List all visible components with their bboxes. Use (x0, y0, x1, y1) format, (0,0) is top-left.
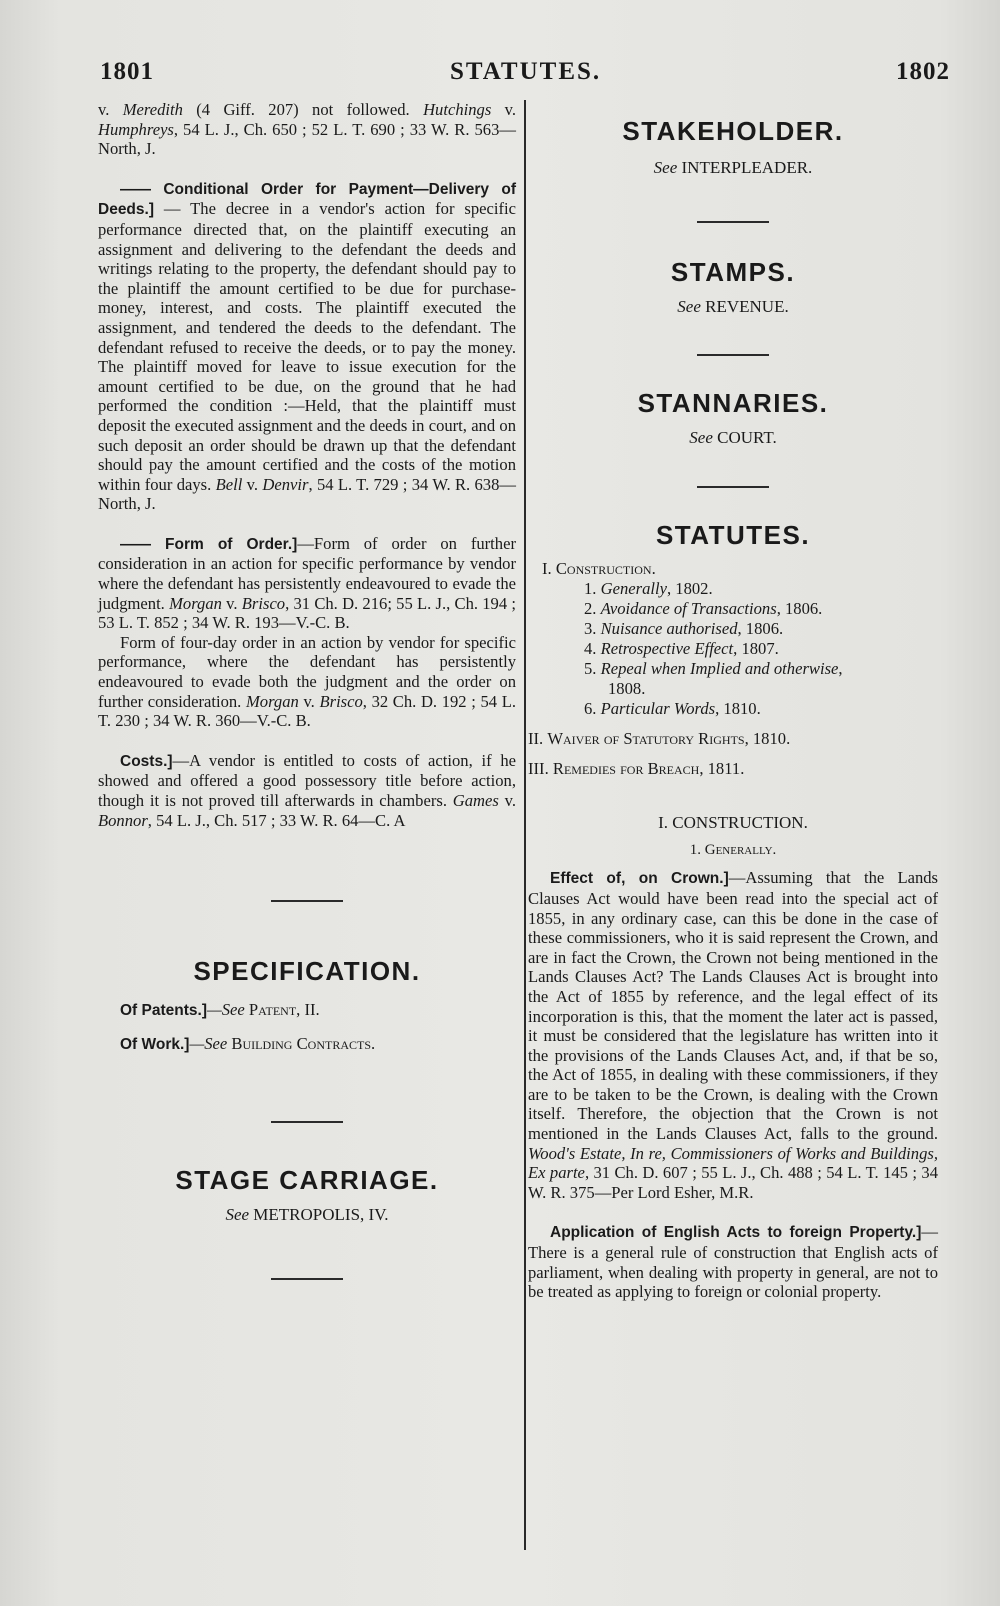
entry-form-of-order: —— Form of Order.]—Form of order on further consideration in an action for specific performance by vendor where the defendant has persistently endeavoured to evade the judgment. Morgan v. Brisco, 31 Ch. D. 216; 55 L. J., Ch. 194 ; 53 L. T. 852 ; 34 W. R. 193—V.-C. B. (98, 533, 516, 633)
heading-stage-carriage: STAGE CARRIAGE. (175, 1164, 439, 1195)
heading-statutes: STATUTES. (655, 519, 811, 550)
stannaries-see: See COURT. (689, 427, 777, 447)
statutes-contents (528, 559, 938, 779)
section-heading-construction: I. CONSTRUCTION. (658, 813, 808, 833)
entry-four-day-order: Form of four-day order in an action by vendor for specific performance, where the defendant has persistently endeavoured to evade both the judgment and the order on further consideration. Morgan v. Brisco, 32 Ch. D. 192 ; 54 L. T. 230 ; 34 W. R. 360—V.-C. B. (98, 632, 516, 731)
heading-specification: SPECIFICATION. (193, 956, 421, 987)
toc-entry: 1. Generally, 1802. (584, 579, 713, 599)
toc-entry: 5. Repeal when Implied and otherwise, (584, 659, 843, 679)
page-number-left: 1801 (100, 58, 154, 85)
right-column (528, 100, 938, 1302)
running-title: STATUTES. (450, 58, 602, 85)
column-divider (524, 100, 526, 1550)
toc-entry: 3. Nuisance authorised, 1806. (584, 619, 784, 639)
page-number-right: 1802 (896, 58, 950, 85)
toc-entry: II. Waiver of Statutory Rights, 1810. (528, 729, 791, 749)
stakeholder-see: See INTERPLEADER. (653, 157, 813, 177)
toc-entry: 2. Avoidance of Transactions, 1806. (584, 599, 823, 619)
toc-entry: I. Construction. (542, 559, 656, 579)
continued-citation: v. Meredith (4 Giff. 207) not followed. Hutchings v. Humphreys, 54 L. J., Ch. 650 ; 52 L. T. 690 ; 33 W. R. 563—North, J. (98, 100, 516, 159)
heading-stannaries: STANNARIES. (637, 388, 829, 419)
stamps-see: See REVENUE. (677, 296, 789, 316)
left-column (98, 100, 516, 1280)
toc-entry: III. Remedies for Breach, 1811. (528, 759, 745, 779)
entry-costs: Costs.]—A vendor is entitled to costs of action, if he showed and offered a good possessory title before action, though it is not proved till afterwards in chambers. Games v. Bonnor, 54 L. J., Ch. 517 ; 33 W. R. 64—C. A (98, 750, 516, 830)
heading-stamps: STAMPS. (670, 257, 796, 288)
entry-conditional-order: —— Conditional Order for Payment—Delivery of Deeds.] — The decree in a vendor's action for specific performance directed that, on the plaintiff executing an assignment and delivering to the defendant the deeds and writings relating to the property, the defendant should pay to the plaintiff the amount certified to be due for purchase-money, interest, and costs. The plaintiff executed the assignment, and tendered the deeds to the defendant. The defendant refused to receive the deeds, or to pay the money. The plaintiff moved for leave to issue execution for the amount certified to be due, on the ground that he had performed the condition :—Held, that the plaintiff must deposit the executed assignment and the deeds in court, and on such deposit an order should be drawn up that the defendant should pay the amount certified and the costs of the motion within four days. Bell v. Denvir, 54 L. T. 729 ; 34 W. R. 638—North, J. (98, 180, 516, 514)
running-header (0, 58, 1000, 92)
specification-work: Of Work.]—See Building Contracts. (120, 1034, 376, 1054)
subsection-heading-generally: 1. Generally. (689, 841, 777, 858)
entry-effect-on-crown: Effect of, on Crown.]—Assuming that the Lands Clauses Act would have been read into the special act of 1855, in any ordinary case, can this be done in the case of these commissioners, who it is said represent the Crown, and are in fact the Crown, the Crown not being mentioned in the Lands Clauses Act? The Lands Clauses Act is brought into the Act of 1855 by reference, and the legal effect of its incorporation is this, that the moment the later act is passed, it must be considered that the legislature has written into it the provisions of the Lands Clauses Act, and, if that be so, the Act of 1855, in dealing with these commissioners, if they are to be taken to be the Crown, is dealing with the Crown itself. Therefore, the objection that the Crown is not mentioned in the Lands Clauses Act, falls to the ground. Wood's Estate, In re, Commissioners of Works and Buildings, Ex parte, 31 Ch. D. 607 ; 55 L. J., Ch. 488 ; 54 L. T. 145 ; 34 W. R. 375—Per Lord Esher, M.R. (528, 868, 938, 1202)
entry-foreign-property: Application of English Acts to foreign Property.]—There is a general rule of construction that English acts of parliament, when dealing with property in general, are not to be treated as applying to foreign or colonial property. (528, 1222, 938, 1302)
toc-entry-continued: 1808. (608, 679, 646, 699)
section-rule (271, 1278, 343, 1280)
toc-entry: 4. Retrospective Effect, 1807. (584, 639, 779, 659)
toc-entry: 6. Particular Words, 1810. (584, 699, 761, 719)
stage-carriage-see: See METROPOLIS, IV. (225, 1204, 389, 1224)
specification-patents: Of Patents.]—See Patent, II. (120, 999, 320, 1019)
heading-stakeholder: STAKEHOLDER. (622, 116, 844, 146)
